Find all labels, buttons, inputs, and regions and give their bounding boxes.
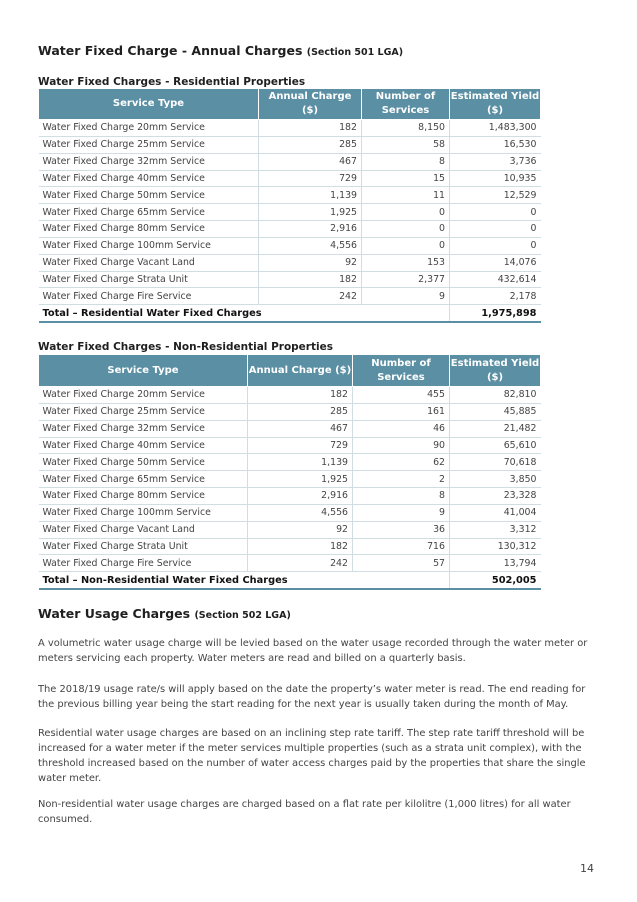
residential-table-body	[39, 120, 541, 323]
cell-number-of-services: 36	[353, 521, 450, 538]
table-row	[39, 170, 541, 187]
cell-estimated-yield: 3,736	[450, 153, 541, 170]
cell-service-type: Water Fixed Charge 65mm Service	[39, 204, 259, 221]
paragraph-usage-rate: The 2018/19 usage rate/s will apply based on the date the property’s water meter is read. The end reading for the previous billing year being the start reading for the next year is usually taken during the month of May.	[38, 684, 586, 710]
cell-estimated-yield: 432,614	[450, 271, 541, 288]
table-row	[39, 254, 541, 271]
cell-number-of-services: 0	[362, 204, 450, 221]
cell-service-type: Water Fixed Charge 100mm Service	[39, 237, 259, 254]
cell-annual-charge: 729	[259, 170, 362, 187]
table-row	[39, 403, 541, 420]
paragraph-residential-usage: Residential water usage charges are based on an inclining step rate tariff. The step rate tariff threshold will be increased for a water meter if the meter services multiple properties (such as a strata unit complex), with the threshold increased based on the number of water access charges paid by the properties that share the single water meter.	[38, 728, 586, 784]
table-row	[39, 387, 541, 404]
cell-number-of-services: 153	[362, 254, 450, 271]
cell-number-of-services: 90	[353, 437, 450, 454]
cell-annual-charge: 467	[259, 153, 362, 170]
cell-service-type: Water Fixed Charge Fire Service	[39, 555, 248, 572]
cell-number-of-services: 9	[362, 288, 450, 305]
cell-estimated-yield: 3,312	[450, 521, 541, 538]
cell-service-type: Water Fixed Charge 80mm Service	[39, 488, 248, 505]
header-estimated-yield: Estimated Yield ($)	[450, 355, 541, 387]
table-row	[39, 237, 541, 254]
cell-annual-charge: 182	[248, 387, 353, 404]
cell-annual-charge: 2,916	[259, 221, 362, 238]
table-row	[39, 504, 541, 521]
cell-annual-charge: 285	[248, 403, 353, 420]
header-service-type: Service Type	[39, 89, 259, 120]
cell-number-of-services: 46	[353, 420, 450, 437]
cell-annual-charge: 182	[259, 120, 362, 137]
cell-service-type: Water Fixed Charge 25mm Service	[39, 136, 259, 153]
cell-estimated-yield: 0	[450, 204, 541, 221]
cell-estimated-yield: 23,328	[450, 488, 541, 505]
cell-annual-charge: 4,556	[259, 237, 362, 254]
cell-annual-charge: 467	[248, 420, 353, 437]
cell-annual-charge: 729	[248, 437, 353, 454]
cell-number-of-services: 8,150	[362, 120, 450, 137]
section-title-usage-charges: Water Usage Charges (Section 502 LGA)	[38, 606, 291, 621]
section-title-fixed-charges: Water Fixed Charge - Annual Charges (Section 501 LGA)	[38, 43, 404, 58]
table-row	[39, 538, 541, 555]
cell-annual-charge: 92	[248, 521, 353, 538]
table-row	[39, 271, 541, 288]
table-row	[39, 471, 541, 488]
cell-annual-charge: 182	[259, 271, 362, 288]
cell-service-type: Water Fixed Charge Strata Unit	[39, 538, 248, 555]
table-row	[39, 555, 541, 572]
table-row	[39, 288, 541, 305]
cell-number-of-services: 0	[362, 221, 450, 238]
section-ref: (Section 502 LGA)	[194, 610, 291, 621]
table-row	[39, 454, 541, 471]
table-row	[39, 204, 541, 221]
residential-table-title: Water Fixed Charges - Residential Properties	[38, 76, 306, 88]
cell-annual-charge: 1,139	[248, 454, 353, 471]
cell-estimated-yield: 41,004	[450, 504, 541, 521]
nonresidential-table	[38, 354, 541, 590]
nonresidential-table-title: Water Fixed Charges - Non-Residential Properties	[38, 341, 333, 353]
cell-annual-charge: 242	[248, 555, 353, 572]
cell-service-type: Water Fixed Charge 20mm Service	[39, 120, 259, 137]
cell-estimated-yield: 1,483,300	[450, 120, 541, 137]
cell-service-type: Water Fixed Charge 32mm Service	[39, 420, 248, 437]
header-estimated-yield: Estimated Yield ($)	[450, 89, 541, 120]
page-number: 14	[580, 862, 594, 875]
cell-number-of-services: 9	[353, 504, 450, 521]
paragraph-volumetric: A volumetric water usage charge will be levied based on the water usage recorded through the water meter or meters servicing each property. Water meters are read and billed on a quarterly basis.	[38, 638, 588, 664]
table-row	[39, 488, 541, 505]
cell-estimated-yield: 65,610	[450, 437, 541, 454]
cell-annual-charge: 242	[259, 288, 362, 305]
cell-service-type: Water Fixed Charge 65mm Service	[39, 471, 248, 488]
cell-service-type: Water Fixed Charge Strata Unit	[39, 271, 259, 288]
cell-service-type: Water Fixed Charge Vacant Land	[39, 521, 248, 538]
cell-number-of-services: 161	[353, 403, 450, 420]
cell-annual-charge: 285	[259, 136, 362, 153]
cell-annual-charge: 1,139	[259, 187, 362, 204]
cell-estimated-yield: 45,885	[450, 403, 541, 420]
cell-estimated-yield: 12,529	[450, 187, 541, 204]
cell-service-type: Water Fixed Charge 80mm Service	[39, 221, 259, 238]
cell-service-type: Water Fixed Charge 32mm Service	[39, 153, 259, 170]
cell-estimated-yield: 10,935	[450, 170, 541, 187]
cell-service-type: Water Fixed Charge 20mm Service	[39, 387, 248, 404]
table-row	[39, 153, 541, 170]
total-value: 502,005	[450, 572, 541, 589]
header-number-of-services: Number of Services	[353, 355, 450, 387]
section-ref: (Section 501 LGA)	[306, 47, 404, 58]
cell-number-of-services: 2	[353, 471, 450, 488]
cell-estimated-yield: 21,482	[450, 420, 541, 437]
total-value: 1,975,898	[450, 305, 541, 322]
paragraph-nonresidential-usage: Non-residential water usage charges are charged based on a flat rate per kilolitre (1,000 litres) for all water consumed.	[38, 799, 571, 825]
cell-estimated-yield: 2,178	[450, 288, 541, 305]
cell-annual-charge: 1,925	[248, 471, 353, 488]
header-annual-charge: Annual Charge ($)	[248, 355, 353, 387]
cell-number-of-services: 8	[362, 153, 450, 170]
cell-service-type: Water Fixed Charge 50mm Service	[39, 187, 259, 204]
cell-estimated-yield: 16,530	[450, 136, 541, 153]
table-row	[39, 437, 541, 454]
total-row	[39, 305, 541, 322]
nonresidential-table-body	[39, 387, 541, 590]
cell-service-type: Water Fixed Charge Vacant Land	[39, 254, 259, 271]
table-row	[39, 420, 541, 437]
cell-number-of-services: 8	[353, 488, 450, 505]
cell-estimated-yield: 82,810	[450, 387, 541, 404]
cell-estimated-yield: 14,076	[450, 254, 541, 271]
cell-estimated-yield: 0	[450, 237, 541, 254]
table-row	[39, 187, 541, 204]
cell-estimated-yield: 70,618	[450, 454, 541, 471]
cell-estimated-yield: 13,794	[450, 555, 541, 572]
cell-service-type: Water Fixed Charge 25mm Service	[39, 403, 248, 420]
cell-annual-charge: 1,925	[259, 204, 362, 221]
cell-number-of-services: 15	[362, 170, 450, 187]
cell-service-type: Water Fixed Charge 100mm Service	[39, 504, 248, 521]
total-label: Total – Non-Residential Water Fixed Charges	[39, 572, 450, 589]
total-row	[39, 572, 541, 589]
total-label: Total – Residential Water Fixed Charges	[39, 305, 450, 322]
cell-number-of-services: 455	[353, 387, 450, 404]
cell-number-of-services: 58	[362, 136, 450, 153]
residential-table	[38, 88, 541, 323]
cell-number-of-services: 0	[362, 237, 450, 254]
cell-service-type: Water Fixed Charge 50mm Service	[39, 454, 248, 471]
table-row	[39, 136, 541, 153]
header-number-of-services: Number of Services	[362, 89, 450, 120]
table-row	[39, 521, 541, 538]
cell-estimated-yield: 0	[450, 221, 541, 238]
header-service-type: Service Type	[39, 355, 248, 387]
cell-annual-charge: 92	[259, 254, 362, 271]
cell-service-type: Water Fixed Charge 40mm Service	[39, 170, 259, 187]
table-row	[39, 120, 541, 137]
cell-estimated-yield: 130,312	[450, 538, 541, 555]
table-row	[39, 221, 541, 238]
cell-estimated-yield: 3,850	[450, 471, 541, 488]
cell-annual-charge: 4,556	[248, 504, 353, 521]
cell-annual-charge: 2,916	[248, 488, 353, 505]
cell-number-of-services: 62	[353, 454, 450, 471]
cell-service-type: Water Fixed Charge 40mm Service	[39, 437, 248, 454]
cell-number-of-services: 716	[353, 538, 450, 555]
cell-number-of-services: 57	[353, 555, 450, 572]
cell-annual-charge: 182	[248, 538, 353, 555]
header-annual-charge: Annual Charge ($)	[259, 89, 362, 120]
cell-service-type: Water Fixed Charge Fire Service	[39, 288, 259, 305]
cell-number-of-services: 2,377	[362, 271, 450, 288]
cell-number-of-services: 11	[362, 187, 450, 204]
